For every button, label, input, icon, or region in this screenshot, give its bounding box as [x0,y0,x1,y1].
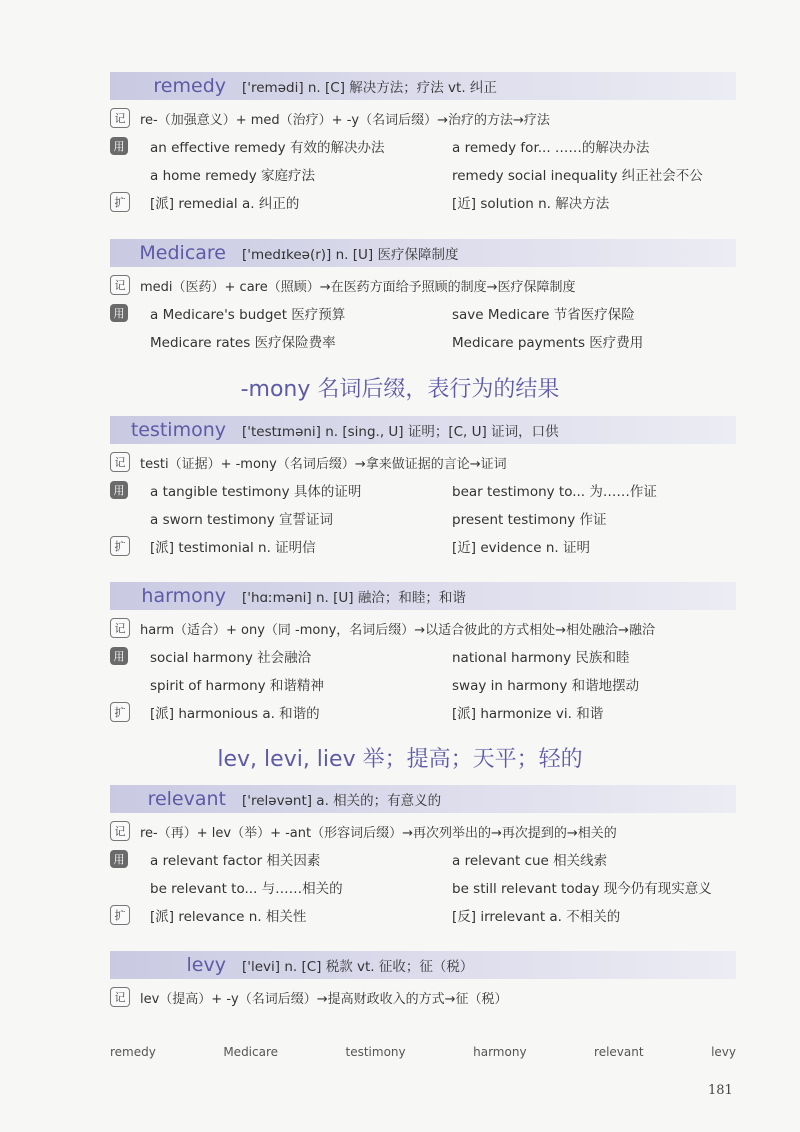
usage-phrase: a remedy for... ……的解决办法 [452,140,650,156]
usage-phrase: Medicare payments 医疗费用 [452,335,644,351]
ext-derived: [派] harmonious a. 和谐的 [150,706,320,722]
ext-line [110,901,736,929]
bottom-index-item: testimony [345,1045,406,1059]
headword: relevant [147,788,226,810]
usage-icon: 用 [110,850,128,868]
headword: remedy [153,75,226,97]
ext-related: [近] evidence n. 证明 [452,540,590,556]
entry-medicare [110,239,736,355]
memo-line [110,104,736,132]
usage-line [110,476,736,504]
usage-line [110,327,736,355]
headword: harmony [141,585,226,607]
entry-header [110,951,736,979]
definition: ['medɪkeə(r)] n. [U] 医疗保障制度 [242,247,459,263]
usage-phrase: spirit of harmony 和谐精神 [150,678,324,694]
ext-icon: 扩 [110,192,130,212]
usage-phrase: bear testimony to... 为……作证 [452,484,657,500]
usage-line [110,642,736,670]
entry-header [110,785,736,813]
entry-levy [110,951,736,1011]
definition: ['hɑːməni] n. [U] 融洽；和睦；和谐 [242,590,466,606]
memo-text: re-（再）+ lev（举）+ -ant（形容词后缀）→再次列举出的→再次提到的→相关的 [140,825,617,841]
usage-line [110,873,736,901]
bottom-index-item: remedy [110,1045,156,1059]
ext-related: [近] solution n. 解决方法 [452,196,610,212]
ext-line [110,698,736,726]
entry-testimony [110,416,736,560]
usage-line [110,670,736,698]
ext-related: [派] harmonize vi. 和谐 [452,706,604,722]
headword: Medicare [139,242,226,264]
usage-icon: 用 [110,647,128,665]
memo-line [110,448,736,476]
usage-icon: 用 [110,304,128,322]
bottom-word-index [110,1045,736,1059]
headword: testimony [130,419,226,441]
usage-phrase: remedy social inequality 纠正社会不公 [452,168,703,184]
usage-line [110,845,736,873]
memo-icon: 记 [110,987,130,1007]
ext-derived: [派] remedial a. 纠正的 [150,196,300,212]
ext-icon: 扩 [110,905,130,925]
ext-icon: 扩 [110,702,130,722]
ext-derived: [派] testimonial n. 证明信 [150,540,316,556]
section-title: lev, levi, liev 举；提高；天平；轻的 [217,747,583,772]
usage-phrase: a home remedy 家庭疗法 [150,168,315,184]
usage-phrase: present testimony 作证 [452,512,607,528]
definition: ['testɪməni] n. [sing., U] 证明；[C, U] 证词，口供 [242,424,559,440]
usage-phrase: a relevant factor 相关因素 [150,853,321,869]
memo-line [110,983,736,1011]
memo-line [110,614,736,642]
memo-icon: 记 [110,821,130,841]
ext-line [110,532,736,560]
usage-line [110,160,736,188]
memo-icon: 记 [110,275,130,295]
usage-phrase: social harmony 社会融洽 [150,650,312,666]
memo-text: testi（证据）+ -mony（名词后缀）→拿来做证据的言论→证词 [140,456,507,472]
bottom-index-item: harmony [473,1045,527,1059]
memo-icon: 记 [110,452,130,472]
memo-text: harm（适合）+ ony（同 -mony，名词后缀）→以适合彼此的方式相处→相处融洽→融洽 [140,622,655,638]
usage-phrase: national harmony 民族和睦 [452,650,630,666]
usage-line [110,299,736,327]
memo-icon: 记 [110,618,130,638]
memo-text: re-（加强意义）+ med（治疗）+ -y（名词后缀）→治疗的方法→疗法 [140,112,550,128]
headword: levy [186,954,226,976]
bottom-index-item: levy [711,1045,736,1059]
usage-phrase: sway in harmony 和谐地摆动 [452,678,640,694]
ext-line [110,188,736,216]
usage-icon: 用 [110,137,128,155]
usage-line [110,504,736,532]
ext-icon: 扩 [110,536,130,556]
usage-phrase: a relevant cue 相关线索 [452,853,608,869]
usage-phrase: be relevant to... 与……相关的 [150,881,343,897]
entry-header [110,582,736,610]
definition: ['remədi] n. [C] 解决方法；疗法 vt. 纠正 [242,80,497,96]
entry-header [110,72,736,100]
ext-derived: [派] relevance n. 相关性 [150,909,307,925]
usage-phrase: an effective remedy 有效的解决办法 [150,140,385,156]
section-title: -mony 名词后缀，表行为的结果 [240,377,560,402]
bottom-index-item: Medicare [223,1045,279,1059]
memo-text: medi（医药）+ care（照顾）→在医药方面给予照顾的制度→医疗保障制度 [140,279,576,295]
usage-phrase: Medicare rates 医疗保险费率 [150,335,336,351]
usage-line [110,132,736,160]
usage-phrase: a tangible testimony 具体的证明 [150,484,362,500]
definition: ['reləvənt] a. 相关的；有意义的 [242,793,442,809]
memo-line [110,817,736,845]
memo-icon: 记 [110,108,130,128]
page-number: 181 [708,1083,733,1098]
usage-phrase: be still relevant today 现今仍有现实意义 [452,881,712,897]
usage-phrase: a sworn testimony 宣誓证词 [150,512,333,528]
entry-harmony [110,582,736,726]
entry-header [110,239,736,267]
bottom-index-item: relevant [594,1045,644,1059]
definition: ['levi] n. [C] 税款 vt. 征收；征（税） [242,959,474,975]
memo-text: lev（提高）+ -y（名词后缀）→提高财政收入的方式→征（税） [140,991,508,1007]
memo-line [110,271,736,299]
entry-relevant [110,785,736,929]
ext-antonym: [反] irrelevant a. 不相关的 [452,909,621,925]
usage-phrase: save Medicare 节省医疗保险 [452,307,635,323]
entry-remedy [110,72,736,216]
usage-icon: 用 [110,481,128,499]
usage-phrase: a Medicare's budget 医疗预算 [150,307,346,323]
entry-header [110,416,736,444]
